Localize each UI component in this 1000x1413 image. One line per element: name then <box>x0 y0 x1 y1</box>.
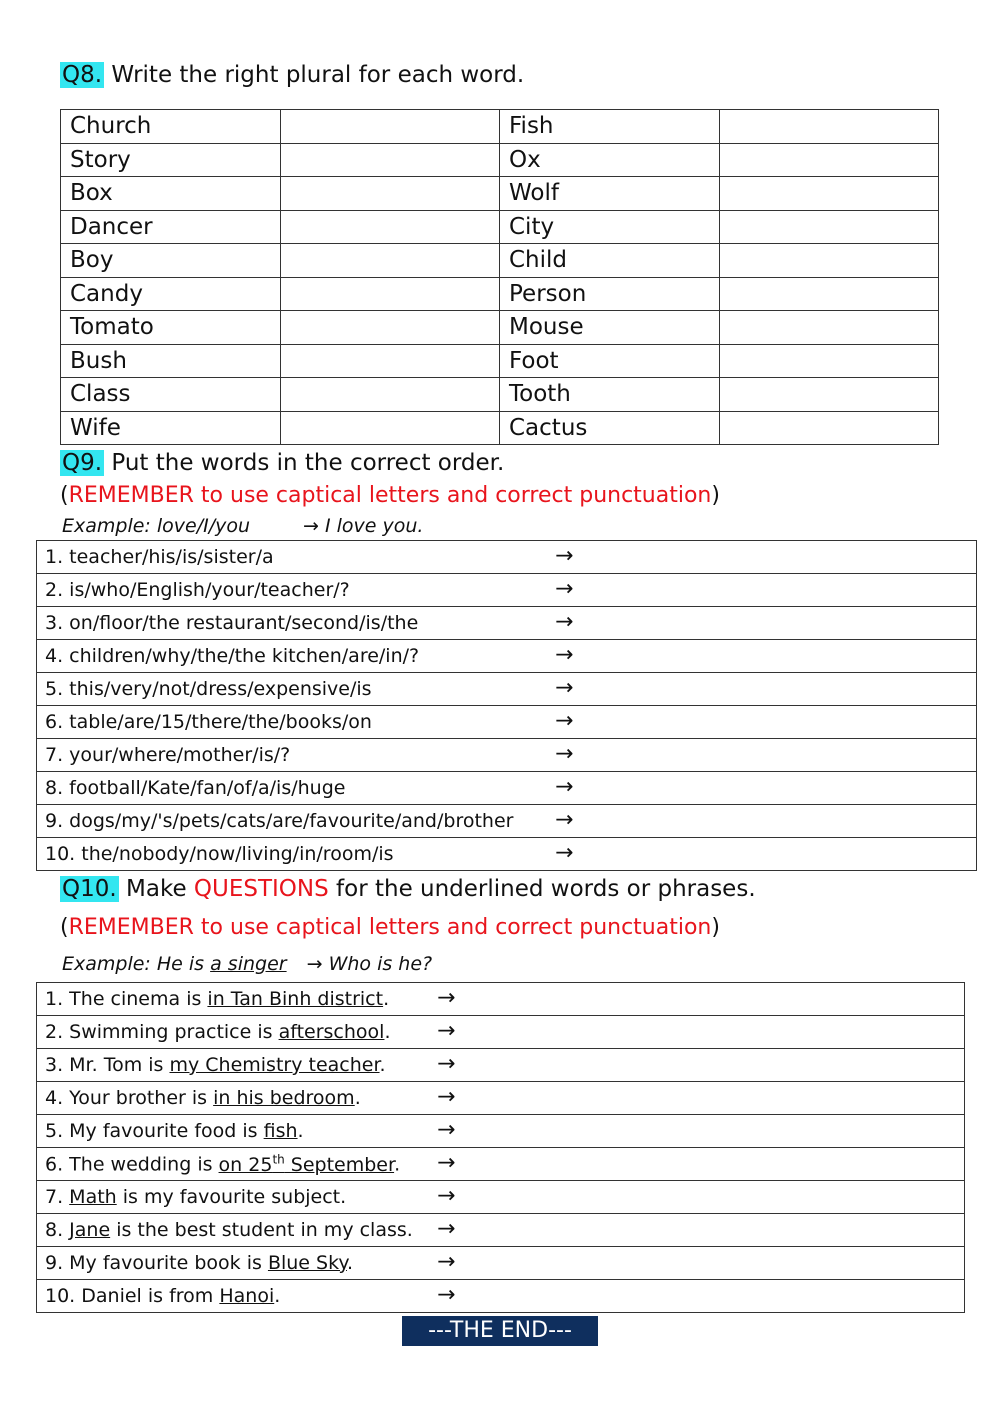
plural-row <box>61 344 939 378</box>
question-row <box>37 983 965 1016</box>
plural-answer-cell[interactable] <box>720 277 939 311</box>
prompt-text: . <box>354 1087 361 1109</box>
arrow-icon: → <box>555 840 574 866</box>
underlined-phrase <box>69 1219 110 1241</box>
word-order-prompt: 10. the/nobody/now/living/in/room/is <box>45 843 394 865</box>
question-prompt <box>45 1186 346 1208</box>
plural-answer-cell[interactable] <box>281 177 500 211</box>
underlined-phrase <box>268 1252 347 1274</box>
prompt-text: 4. Your brother is <box>45 1087 214 1109</box>
q10-example-answer: → Who is he? <box>306 953 433 975</box>
plural-word: Box <box>61 177 281 211</box>
prompt-text: . <box>379 1054 386 1076</box>
questions-table <box>36 982 965 1313</box>
word-order-cell[interactable] <box>37 673 977 706</box>
plural-answer-cell[interactable] <box>720 411 939 445</box>
word-order-prompt: 2. is/who/English/your/teacher/? <box>45 579 350 601</box>
q8-heading <box>60 62 524 88</box>
prompt-text: . <box>394 1153 401 1176</box>
arrow-icon: → <box>437 1117 456 1143</box>
underlined-text: Math <box>69 1186 117 1208</box>
q10-example-underlined: a singer <box>210 953 287 975</box>
word-order-row <box>37 541 977 574</box>
word-order-row <box>37 574 977 607</box>
prompt-text: 9. My favourite book is <box>45 1252 268 1274</box>
word-order-row <box>37 673 977 706</box>
q9-close-paren: ) <box>711 483 720 508</box>
arrow-icon: → <box>555 807 574 833</box>
the-end-banner: ---THE END--- <box>402 1316 598 1346</box>
plural-table <box>60 109 939 445</box>
plural-answer-cell[interactable] <box>281 344 500 378</box>
prompt-text: 10. Daniel is from <box>45 1285 220 1307</box>
word-order-row <box>37 640 977 673</box>
word-order-cell[interactable] <box>37 706 977 739</box>
word-order-row <box>37 739 977 772</box>
q10-open-paren: ( <box>60 915 69 940</box>
q9-example <box>62 515 424 537</box>
plural-answer-cell[interactable] <box>281 210 500 244</box>
plural-answer-cell[interactable] <box>281 311 500 345</box>
prompt-text: . <box>297 1120 304 1142</box>
underlined-text: in his bedroom <box>213 1087 355 1109</box>
question-cell[interactable] <box>37 1214 965 1247</box>
word-order-row <box>37 772 977 805</box>
plural-answer-cell[interactable] <box>720 344 939 378</box>
plural-row <box>61 110 939 144</box>
plural-word: Wolf <box>500 177 720 211</box>
prompt-text: 2. Swimming practice is <box>45 1021 279 1043</box>
plural-row <box>61 411 939 445</box>
word-order-prompt: 1. teacher/his/is/sister/a <box>45 546 274 568</box>
word-order-table <box>36 540 977 871</box>
arrow-icon: → <box>437 1249 456 1275</box>
plural-answer-cell[interactable] <box>281 411 500 445</box>
underlined-phrase <box>264 1120 298 1142</box>
underlined-text: afterschool <box>278 1021 385 1043</box>
q10-instruction-post: for the underlined words or phrases. <box>336 876 756 902</box>
word-order-cell[interactable] <box>37 838 977 871</box>
word-order-cell[interactable] <box>37 640 977 673</box>
q8-label: Q8. <box>62 62 103 88</box>
arrow-icon: → <box>555 741 574 767</box>
plural-row <box>61 244 939 278</box>
underlined-phrase <box>169 1054 379 1076</box>
plural-row <box>61 311 939 345</box>
arrow-icon: → <box>437 1183 456 1209</box>
question-prompt <box>45 1285 280 1307</box>
prompt-text: . <box>383 988 390 1010</box>
plural-row <box>61 143 939 177</box>
plural-word: Child <box>500 244 720 278</box>
q9-remember-line <box>60 483 720 508</box>
underlined-phrase <box>219 1285 274 1307</box>
arrow-icon: → <box>555 675 574 701</box>
prompt-text: 8. <box>45 1219 70 1241</box>
underlined-phrase <box>279 1021 385 1043</box>
prompt-text: 3. Mr. Tom is <box>45 1054 170 1076</box>
q9-open-paren: ( <box>60 483 69 508</box>
question-row <box>37 1049 965 1082</box>
q9-example-answer: → I love you. <box>303 515 424 537</box>
plural-word: Dancer <box>61 210 281 244</box>
question-cell[interactable] <box>37 1181 965 1214</box>
word-order-cell[interactable] <box>37 739 977 772</box>
question-prompt <box>45 1154 400 1176</box>
plural-answer-cell[interactable] <box>720 378 939 412</box>
plural-word: City <box>500 210 720 244</box>
underlined-text: my Chemistry teacher <box>169 1054 380 1076</box>
plural-word: Wife <box>61 411 281 445</box>
underlined-phrase <box>69 1186 117 1208</box>
underlined-text: in Tan Binh district <box>207 988 384 1010</box>
plural-row <box>61 210 939 244</box>
q10-remember: REMEMBER to use captical letters and correct punctuation <box>68 915 712 940</box>
plural-word: Bush <box>61 344 281 378</box>
word-order-prompt: 4. children/why/the/the kitchen/are/in/? <box>45 645 420 667</box>
word-order-prompt: 9. dogs/my/'s/pets/cats/are/favourite/and/brother <box>45 810 514 832</box>
question-cell[interactable] <box>37 1082 965 1115</box>
question-cell[interactable] <box>37 1280 965 1313</box>
word-order-cell[interactable] <box>37 574 977 607</box>
word-order-cell[interactable] <box>37 772 977 805</box>
q9-heading <box>60 450 504 476</box>
word-order-cell[interactable] <box>37 805 977 838</box>
question-cell[interactable] <box>37 983 965 1016</box>
prompt-text: 1. The cinema is <box>45 988 208 1010</box>
q9-remember: REMEMBER to use captical letters and correct punctuation <box>68 483 712 508</box>
arrow-icon: → <box>437 1051 456 1077</box>
question-prompt <box>45 1252 353 1274</box>
underlined-text: Jane <box>69 1219 111 1241</box>
question-row <box>37 1280 965 1313</box>
superscript: th <box>272 1152 285 1167</box>
plural-answer-cell[interactable] <box>720 110 939 144</box>
q10-close-paren: ) <box>711 915 720 940</box>
plural-word: Boy <box>61 244 281 278</box>
plural-word: Ox <box>500 143 720 177</box>
word-order-prompt: 5. this/very/not/dress/expensive/is <box>45 678 372 700</box>
question-cell[interactable] <box>37 1049 965 1082</box>
question-row <box>37 1214 965 1247</box>
arrow-icon: → <box>437 1018 456 1044</box>
q10-example-pre: Example: He is <box>62 953 205 975</box>
prompt-text: . <box>384 1021 391 1043</box>
word-order-row <box>37 607 977 640</box>
question-cell[interactable] <box>37 1148 965 1181</box>
arrow-icon: → <box>555 609 574 635</box>
underlined-phrase <box>219 1154 395 1176</box>
question-cell[interactable] <box>37 1247 965 1280</box>
underlined-text: fish <box>263 1120 298 1142</box>
question-prompt <box>45 1054 386 1076</box>
prompt-text: 5. My favourite food is <box>45 1120 264 1142</box>
word-order-prompt: 3. on/floor/the restaurant/second/is/the <box>45 612 419 634</box>
question-row <box>37 1181 965 1214</box>
underlined-text: on 25 <box>218 1153 273 1176</box>
underlined-phrase <box>213 1087 355 1109</box>
prompt-text: 6. The wedding is <box>45 1153 219 1176</box>
q8-instruction: Write the right plural for each word. <box>111 62 525 88</box>
plural-answer-cell[interactable] <box>720 143 939 177</box>
arrow-icon: → <box>437 1216 456 1242</box>
question-prompt <box>45 1219 413 1241</box>
plural-answer-cell[interactable] <box>281 110 500 144</box>
q9-label: Q9. <box>62 450 103 476</box>
plural-row <box>61 378 939 412</box>
question-prompt <box>45 1087 361 1109</box>
q10-remember-line <box>60 915 720 940</box>
question-cell[interactable] <box>37 1115 965 1148</box>
underlined-text: September <box>284 1153 395 1176</box>
arrow-icon: → <box>437 1282 456 1308</box>
word-order-row <box>37 805 977 838</box>
prompt-text: is the best student in my class. <box>110 1219 413 1241</box>
question-prompt <box>45 1120 304 1142</box>
word-order-prompt: 8. football/Kate/fan/of/a/is/huge <box>45 777 346 799</box>
plural-answer-cell[interactable] <box>281 244 500 278</box>
prompt-text: is my favourite subject. <box>116 1186 347 1208</box>
plural-word: Person <box>500 277 720 311</box>
question-prompt <box>45 988 389 1010</box>
word-order-row <box>37 706 977 739</box>
plural-answer-cell[interactable] <box>281 143 500 177</box>
prompt-text: 7. <box>45 1186 70 1208</box>
underlined-text: Hanoi <box>219 1285 275 1307</box>
arrow-icon: → <box>555 576 574 602</box>
question-row <box>37 1115 965 1148</box>
question-row <box>37 1016 965 1049</box>
arrow-icon: → <box>437 985 456 1011</box>
plural-answer-cell[interactable] <box>720 244 939 278</box>
q10-instruction-caps: QUESTIONS <box>193 876 329 902</box>
word-order-prompt: 7. your/where/mother/is/? <box>45 744 291 766</box>
question-row <box>37 1247 965 1280</box>
question-row <box>37 1082 965 1115</box>
plural-word: Mouse <box>500 311 720 345</box>
q10-example <box>62 953 432 975</box>
arrow-icon: → <box>555 774 574 800</box>
arrow-icon: → <box>555 642 574 668</box>
plural-row <box>61 277 939 311</box>
plural-answer-cell[interactable] <box>281 378 500 412</box>
word-order-prompt: 6. table/are/15/there/the/books/on <box>45 711 372 733</box>
plural-answer-cell[interactable] <box>720 311 939 345</box>
arrow-icon: → <box>437 1084 456 1110</box>
arrow-icon: → <box>555 543 574 569</box>
q9-instruction: Put the words in the correct order. <box>111 450 505 476</box>
plural-word: Tomato <box>61 311 281 345</box>
word-order-cell[interactable] <box>37 607 977 640</box>
q10-label: Q10. <box>62 876 117 902</box>
plural-word: Story <box>61 143 281 177</box>
plural-word: Church <box>61 110 281 144</box>
word-order-row <box>37 838 977 871</box>
plural-word: Class <box>61 378 281 412</box>
arrow-icon: → <box>437 1150 456 1176</box>
plural-row <box>61 177 939 211</box>
plural-word: Fish <box>500 110 720 144</box>
underlined-text: Blue Sky <box>267 1252 347 1274</box>
plural-word: Tooth <box>500 378 720 412</box>
prompt-text: . <box>346 1252 353 1274</box>
underlined-phrase <box>207 988 383 1010</box>
plural-word: Cactus <box>500 411 720 445</box>
word-order-cell[interactable] <box>37 541 977 574</box>
plural-word: Candy <box>61 277 281 311</box>
plural-answer-cell[interactable] <box>281 277 500 311</box>
question-cell[interactable] <box>37 1016 965 1049</box>
prompt-text: . <box>274 1285 281 1307</box>
q10-instruction-pre: Make <box>126 876 187 902</box>
question-prompt <box>45 1021 391 1043</box>
arrow-icon: → <box>555 708 574 734</box>
plural-answer-cell[interactable] <box>720 177 939 211</box>
q10-heading <box>60 876 756 902</box>
plural-word: Foot <box>500 344 720 378</box>
q9-example-text: Example: love/I/you <box>62 515 251 537</box>
question-row <box>37 1148 965 1181</box>
plural-answer-cell[interactable] <box>720 210 939 244</box>
